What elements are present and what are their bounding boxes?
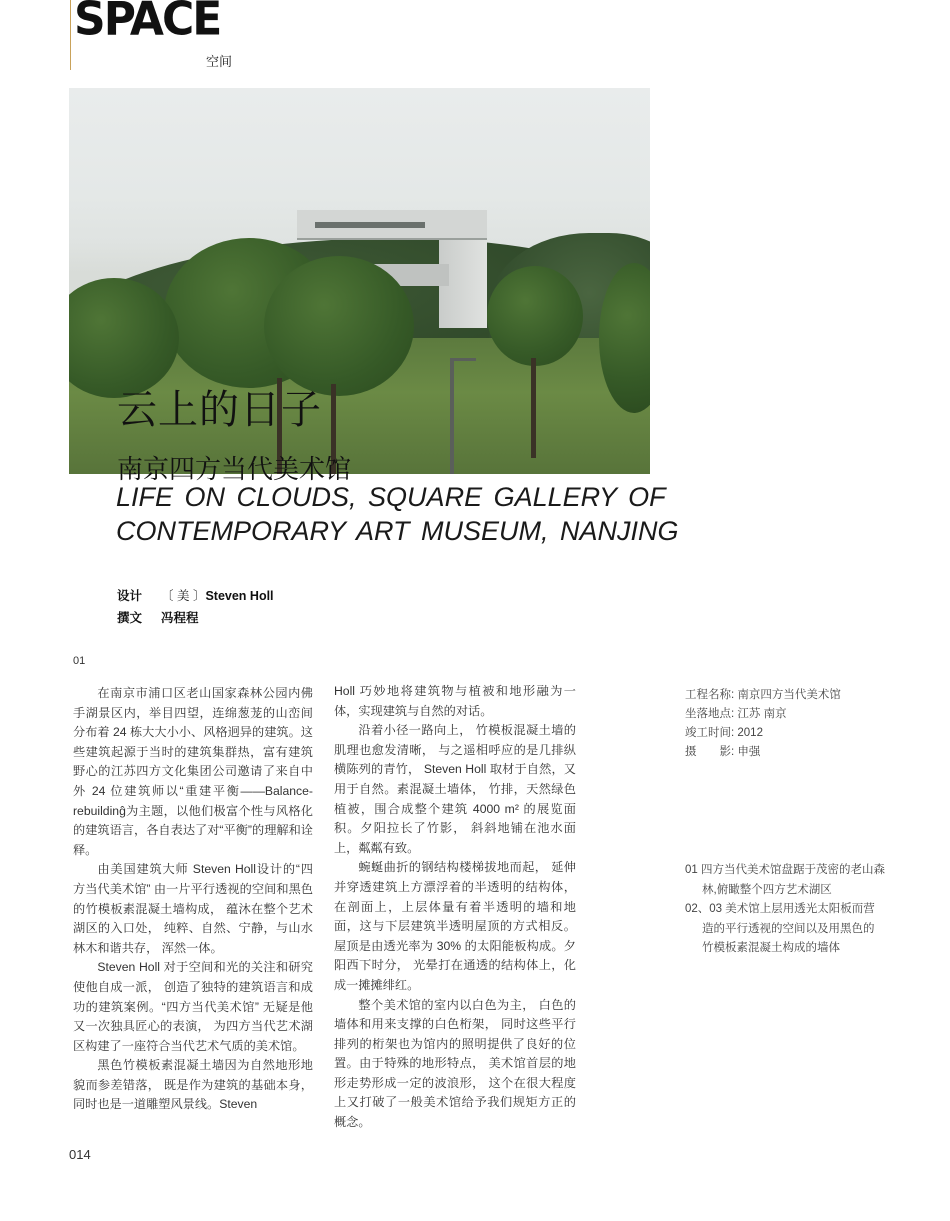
paragraph: 整个美术馆的室内以白色为主， 白色的墙体和用来支撑的白色桁架， 同时这些平行排列的桁架也为馆内的照明提供了良好的位置。由于特殊的地形特点， 美术馆首层的地形走势形成一定的波浪形， 这个在很大程度上又打破了一般美术馆给予我们规矩方正的概念。 <box>334 997 576 1130</box>
brand-rule <box>70 0 71 70</box>
magazine-logo: SPACE <box>74 0 221 47</box>
paragraph: 在南京市浦口区老山国家森林公园内佛手湖景区内，举目四望，连绵葱茏的山峦间分布着 24 栋大大小小、风格迥异的建筑。这些建筑起源于当时的建筑集群热，富有建筑野心的江苏四方文化集团公司邀请了来自中外 24 位建筑师以“重建平衡——Balance-rebuildinĝ为主题，以他们极富个性与风格化的建筑语言，各自表达了对“平衡”的理解和诠释。 <box>73 686 313 857</box>
credit-label: 设计 <box>117 589 143 603</box>
paragraph: 沿着小径一路向上， 竹模板混凝土墙的肌理也愈发清晰， 与之遥相呼应的是几排纵横陈列的青竹， Steven Holl 取材于自然，又用于自然。素混凝土墙体， 竹排，天然绿色植被，围合成整个建筑 4000 m² 的展览面积。夕阳拉长了竹影， 斜斜地铺在池水面上，粼粼有致。 <box>334 723 576 855</box>
tree <box>264 256 414 396</box>
body-column-2 <box>334 682 576 1133</box>
section-label: 空间 <box>206 54 233 69</box>
tree-trunk <box>531 358 536 458</box>
paragraph: Steven Holl 对于空间和光的关注和研究使他自成一派， 创造了独特的建筑语言和成功的建筑案例。“四方当代美术馆” 无疑是他又一次独具匠心的表演， 为四方当代艺术湖区构建了一座符合当代艺术气质的美术馆。 <box>73 960 313 1053</box>
project-info <box>685 686 841 762</box>
article-title-en-line1: LIFE ON CLOUDS, SQUARE GALLERY OF <box>116 482 666 512</box>
credit-label: 撰文 <box>117 611 143 625</box>
credit-prefix: 〔 美 〕 <box>161 589 206 603</box>
building-window-band <box>315 222 425 228</box>
paragraph: Holl 巧妙地将建筑物与植被和地形融为一体，实现建筑与自然的对话。 <box>334 684 576 718</box>
info-completion: 竣工时间: 2012 <box>685 727 763 739</box>
article-title-cn: 云上的日子 <box>117 387 322 433</box>
figure-number: 01 <box>73 655 86 667</box>
lamp-pole-arm <box>450 358 476 361</box>
photo-captions <box>685 861 885 959</box>
caption: 01 四方当代美术馆盘踞于茂密的老山森林,俯瞰整个四方艺术湖区 <box>685 864 885 896</box>
credit-author <box>117 608 199 626</box>
credit-value: Steven Holl <box>205 589 274 603</box>
tree <box>487 266 583 366</box>
paragraph: 黑色竹模板素混凝土墙因为自然地形地貌而参差错落， 既是作为建筑的基础本身，同时也是一道雕塑风景线。Steven <box>73 1058 313 1112</box>
info-project-name: 工程名称: 南京四方当代美术馆 <box>685 689 841 701</box>
credit-design <box>117 586 274 604</box>
lamp-pole <box>450 358 454 474</box>
info-location: 坐落地点: 江苏 南京 <box>685 708 787 720</box>
article-subtitle-cn: 南京四方当代美术馆 <box>117 455 352 485</box>
paragraph: 由美国建筑大师 Steven Holl设计的“四方当代美术馆” 由一片平行透视的空间和黑色的竹模板素混凝土墙构成， 蕴沐在整个艺术湖区的入口处， 纯粹、自然、宁静，与山水林木和谐共存， 浑然一体。 <box>73 862 313 955</box>
paragraph: 蜿蜒曲折的钢结构楼梯拔地而起， 延伸并穿透建筑上方漂浮着的半透明的结构体，在剖面上，上层体量有着半透明的墙和地面，这与下层建筑半透明屋顶的方式相反。屋顶是由透光率为 30% 的太阳能板构成。夕阳西下时分， 光晕打在通透的结构体上，化成一摊摊绯红。 <box>334 860 576 992</box>
article-title-en-line2: CONTEMPORARY ART MUSEUM, NANJING <box>116 516 679 546</box>
info-photography: 摄 影: 申强 <box>685 746 761 758</box>
body-column-1 <box>73 684 313 1115</box>
page-number: 014 <box>69 1147 91 1162</box>
credit-value: 冯程程 <box>161 611 199 625</box>
caption: 02、03 美术馆上层用透光太阳板而营造的平行透视的空间以及用黑色的竹模板素混凝土构成的墙体 <box>685 903 875 954</box>
